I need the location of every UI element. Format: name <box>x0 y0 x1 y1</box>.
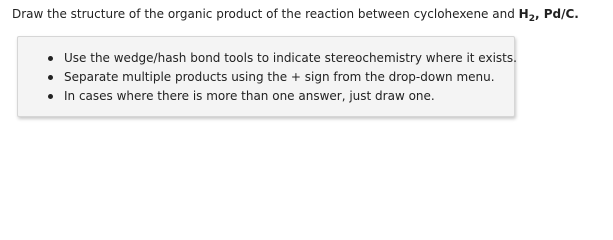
bullet-icon <box>48 56 53 61</box>
instruction-text: In cases where there is more than one answer, just draw one. <box>64 89 435 103</box>
instruction-item <box>48 49 517 68</box>
question-text <box>12 6 579 22</box>
instructions-list <box>48 49 517 106</box>
bullet-icon <box>48 75 53 80</box>
instruction-item <box>48 87 517 106</box>
bullet-icon <box>48 94 53 99</box>
question-prompt: Draw the structure of the organic product of the reaction between cyclohexene and <box>12 7 519 21</box>
instruction-item <box>48 68 517 87</box>
instruction-text: Separate multiple products using the + sign from the drop-down menu. <box>64 70 495 84</box>
instructions-box <box>17 36 515 117</box>
reagent-label: $H_2$, Pd/C. <box>518 7 579 24</box>
instruction-text: Use the wedge/hash bond tools to indicate stereochemistry where it exists. <box>64 51 517 65</box>
